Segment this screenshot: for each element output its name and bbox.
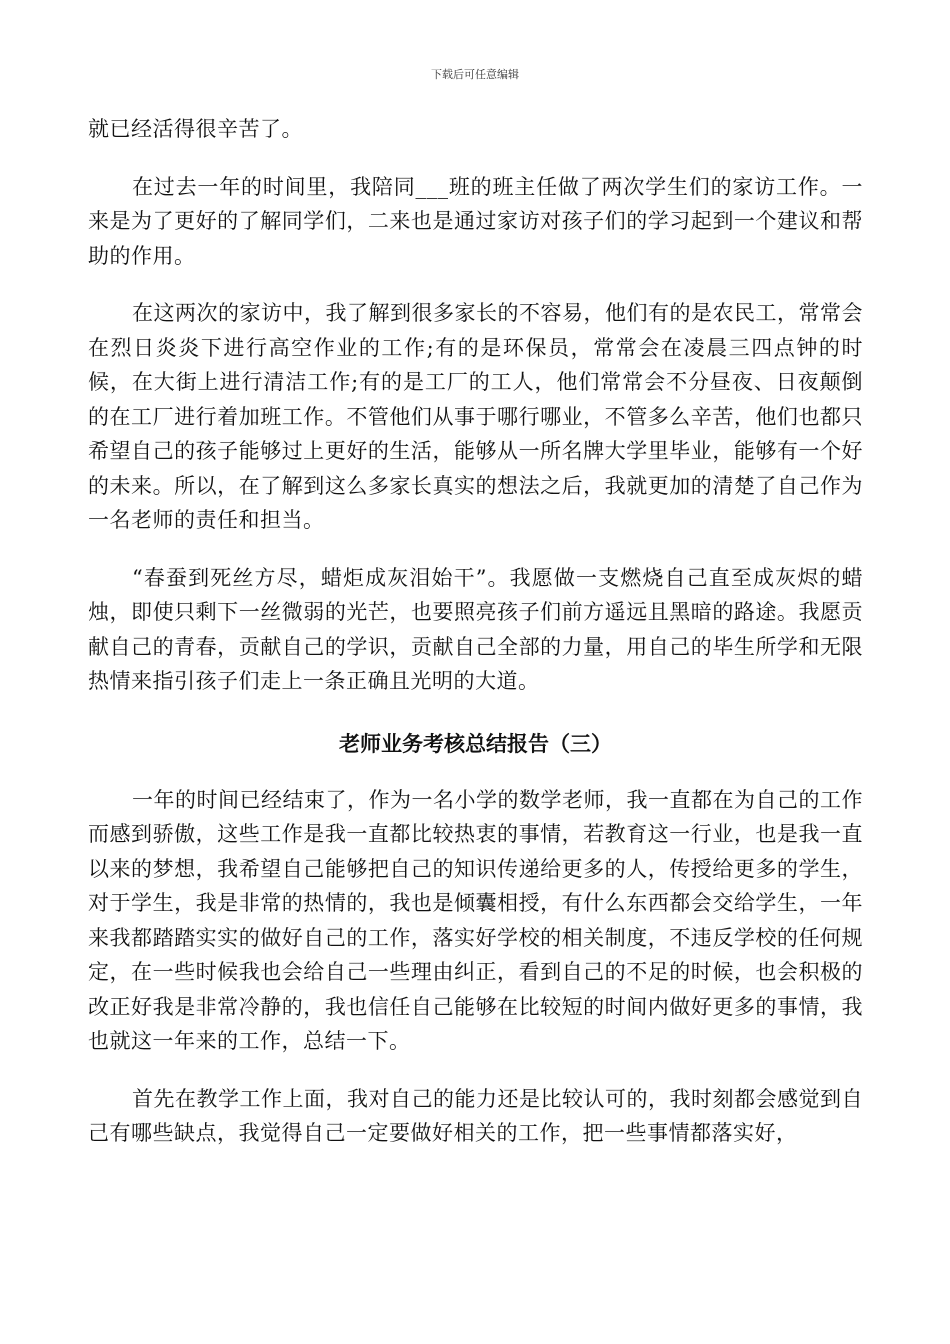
document-body bbox=[88, 112, 863, 1151]
paragraph-continuation: 就已经活得很辛苦了。 bbox=[88, 117, 303, 141]
paragraph-home-visits: 在过去一年的时间里，我陪同___班的班主任做了两次学生们的家访工作。一来是为了更好的了解同学们，二来也是通过家访对孩子们的学习起到一个建议和帮助的作用。 bbox=[88, 174, 863, 268]
paragraph-candle: “春蚕到死丝方尽，蜡炬成灰泪始干”。我愿做一支燃烧自己直至成灰烬的蜡烛，即使只剩下一丝微弱的光芒，也要照亮孩子们前方遥远且黑暗的路途。我愿贡献自己的青春，贡献自己的学识，贡献自己全部的力量，用自己的毕生所学和无限热情来指引孩子们走上一条正确且光明的大道。 bbox=[88, 565, 863, 693]
section-title: 老师业务考核总结报告（三） bbox=[339, 731, 612, 756]
paragraph-year-summary: 一年的时间已经结束了，作为一名小学的数学老师，我一直都在为自己的工作而感到骄傲，这些工作是我一直都比较热衷的事情，若教育这一行业，也是我一直以来的梦想，我希望自己能够把自己的知识传递给更多的人，传授给更多的学生，对于学生，我是非常的热情的，我也是倾囊相授，有什么东西都会交给学生，一年来我都踏踏实实的做好自己的工作，落实好学校的相关制度，不违反学校的任何规定，在一些时候我也会给自己一些理由纠正，看到自己的不足的时候，也会积极的改正好我是非常冷静的，我也信任自己能够在比较短的时间内做好更多的事情，我也就这一年来的工作，总结一下。 bbox=[88, 787, 863, 1053]
paragraph-parents: 在这两次的家访中，我了解到很多家长的不容易，他们有的是农民工，常常会在烈日炎炎下进行高空作业的工作;有的是环保员，常常会在凌晨三四点钟的时候，在大街上进行清洁工作;有的是工厂的工人，他们常常会不分昼夜、日夜颠倒的在工厂进行着加班工作。不管他们从事于哪行哪业，不管多么辛苦，他们也都只希望自己的孩子能够过上更好的生活，能够从一所名牌大学里毕业，能够有一个好的未来。所以，在了解到这么多家长真实的想法之后，我就更加的清楚了自己作为一名老师的责任和担当。 bbox=[88, 301, 863, 532]
paragraph-teaching-work: 首先在教学工作上面，我对自己的能力还是比较认可的，我时刻都会感觉到自己有哪些缺点，我觉得自己一定要做好相关的工作，把一些事情都落实好， bbox=[88, 1086, 863, 1145]
page-header: 下载后可任意编辑 bbox=[431, 68, 519, 81]
